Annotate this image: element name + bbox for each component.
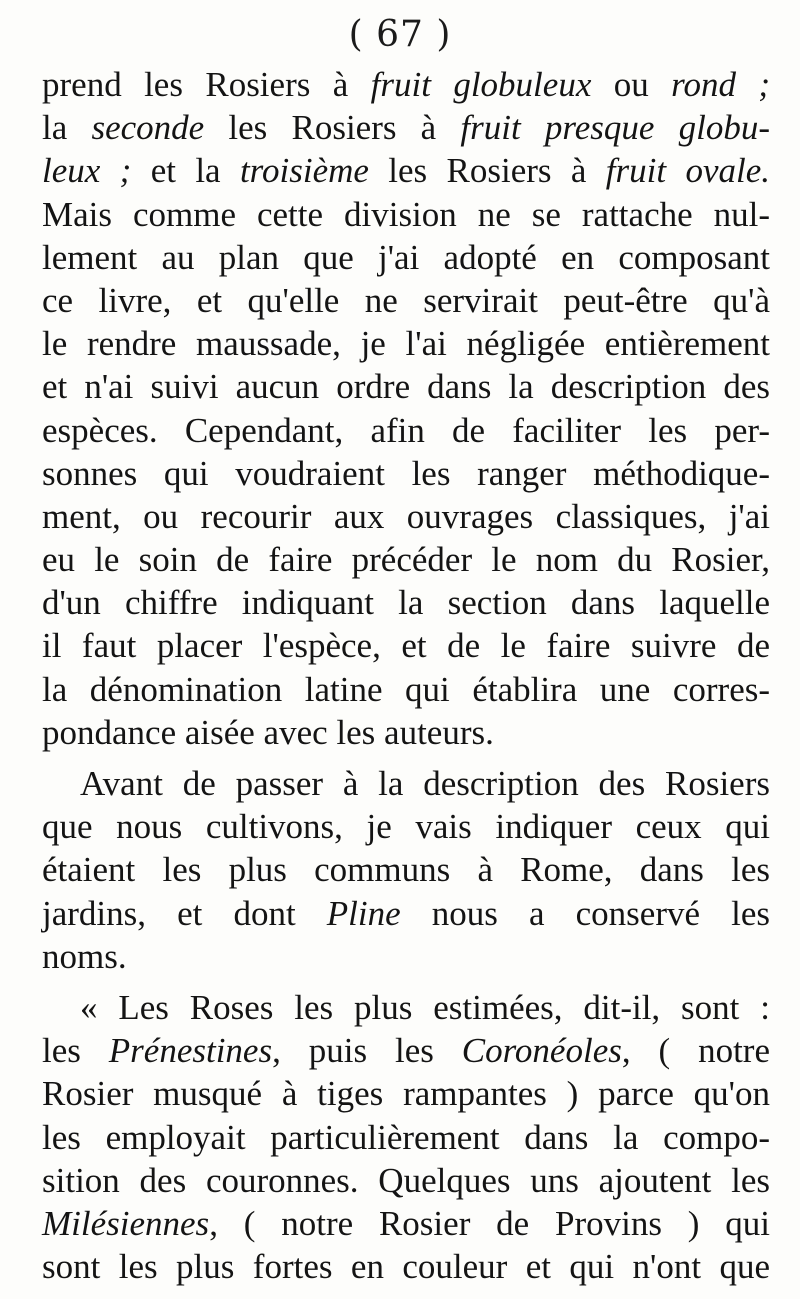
text-line [42,892,770,935]
text-run: d'un chiffre indiquant la section dans laquelle [42,583,770,623]
text-run: il faut placer l'espèce, et de le faire suivre de [42,626,770,666]
text-line [42,149,770,192]
italic-text: Coronéoles [461,1031,622,1071]
text-line [42,668,770,711]
text-line [42,322,770,365]
text-run: , ( notre [621,1031,770,1071]
text-run: sition des couronnes. Quelques uns ajoutent les [42,1160,770,1200]
text-line [42,495,770,538]
text-run: la [42,108,92,148]
text-line [42,409,770,452]
text-run: ment, ou recourir aux ouvrages classiques, j'ai [42,496,770,536]
text-run: ou [591,65,672,104]
text-run: nous a conservé les [400,893,770,933]
text-line [42,193,770,236]
text-run: eu le soin de faire précéder le nom du Rosier, [42,540,770,580]
italic-text: seconde [91,108,205,148]
italic-text: troisième [239,151,369,191]
italic-text: leux ; [42,151,132,191]
text-line [42,848,770,891]
text-run: que nous cultivons, je vais indiquer ceux qui [42,807,770,847]
italic-text: fruit presque globu- [460,108,771,148]
body-text [42,63,770,1288]
text-line [42,1159,770,1202]
text-run: noms. [42,936,127,976]
text-run: prend les Rosiers à [42,65,371,104]
text-run: Rosier musqué à tiges rampantes ) parce qu'on [42,1074,770,1114]
text-line [42,538,770,581]
text-line [42,106,770,149]
italic-text: Pline [326,893,401,933]
text-line [42,762,770,805]
text-run: Mais comme cette division ne se rattache nul- [42,194,770,234]
text-line [42,1029,770,1072]
page-number: ( 67 ) [348,14,452,55]
text-line [42,935,770,978]
text-run: , ( notre Rosier de Provins ) qui [209,1203,770,1243]
text-run: jardins, et dont [42,893,327,933]
italic-text: Prénestines [108,1031,273,1071]
text-run: la dénomination latine qui établira une corres- [42,669,770,709]
text-run: , puis les [272,1031,462,1071]
text-line [42,581,770,624]
italic-text: Milésiennes [42,1203,210,1243]
text-line [42,1072,770,1115]
text-run: les [42,1031,109,1071]
text-run: Avant de passer à la description des Rosiers [80,764,770,803]
text-line [42,236,770,279]
text-run: le rendre maussade, je l'ai négligée entièrement [42,324,770,364]
text-line [42,986,770,1029]
italic-text: rond ; [671,65,771,104]
text-line [42,365,770,408]
text-run: lement au plan que j'ai adopté en composant [42,237,770,277]
text-line [42,624,770,667]
text-line [42,1202,770,1245]
text-run: et la [131,151,240,191]
text-run: espèces. Cependant, afin de faciliter les per- [42,410,770,450]
text-line [42,63,770,106]
text-line [42,279,770,322]
text-run: sont les plus fortes en couleur et qui n'ont que [42,1247,770,1287]
text-line [42,452,770,495]
text-run: les employait particulièrement dans la compo- [42,1117,770,1157]
text-run: les Rosiers à [204,108,461,148]
text-line [42,1116,770,1159]
text-run: et n'ai suivi aucun ordre dans la description des [42,367,770,407]
text-run: « Les Roses les plus estimées, dit-il, sont : [80,987,770,1027]
text-line [42,1245,770,1288]
text-run: sonnes qui voudraient les ranger méthodique- [42,453,770,493]
italic-text: fruit globuleux [370,65,592,104]
text-line [42,711,770,754]
text-run: étaient les plus communs à Rome, dans les [42,850,770,890]
text-run: les Rosiers à [368,151,606,191]
text-line [42,805,770,848]
text-run: pondance aisée avec les auteurs. [42,712,494,752]
italic-text: fruit ovale. [605,151,770,191]
text-run: ce livre, et qu'elle ne servirait peut-être qu'à [42,280,770,320]
